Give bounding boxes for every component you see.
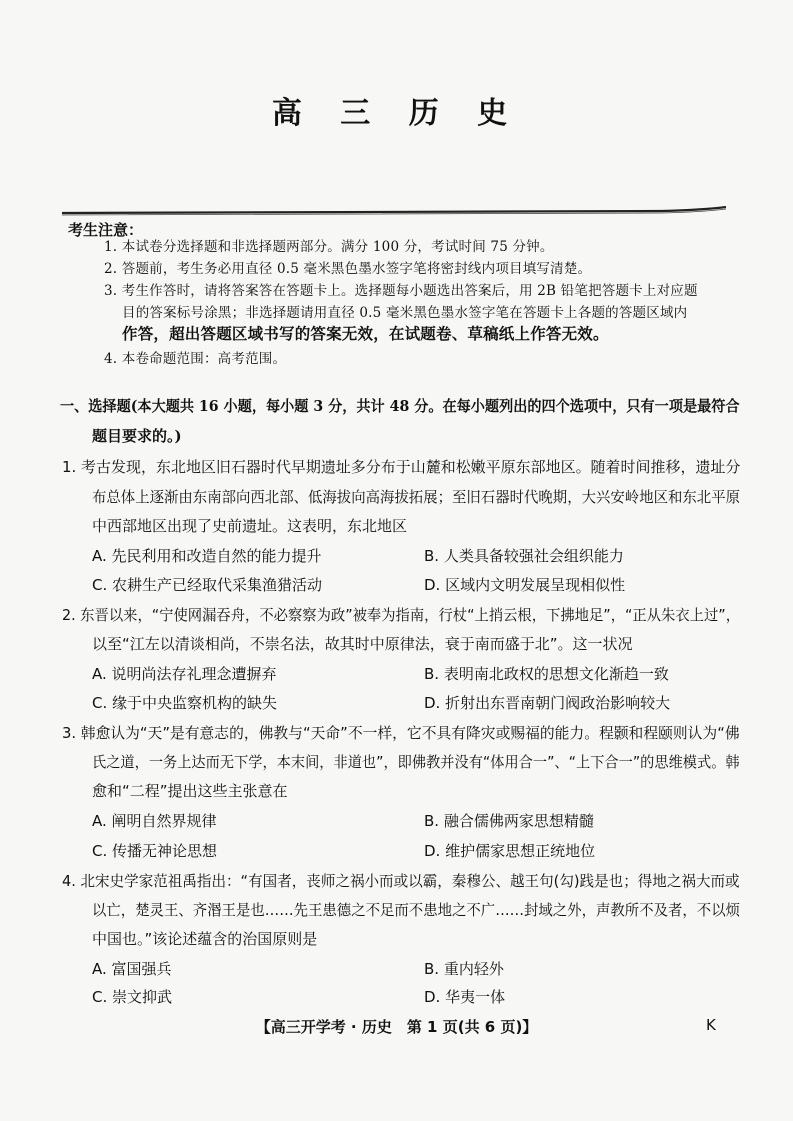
question-4-line-3: 中国也。”该论述蕴含的治国原则是 bbox=[92, 930, 318, 948]
notice-heading: 考生注意： bbox=[68, 221, 144, 239]
question-1-line-3: 中西部地区出现了史前遗址。这表明，东北地区 bbox=[92, 517, 408, 535]
question-2-option-d: D. 折射出东晋南朝门阀政治影响较大 bbox=[424, 694, 671, 712]
question-2-option-c: C. 缘于中央监察机构的缺失 bbox=[92, 694, 278, 712]
paper-code: K bbox=[706, 1016, 716, 1034]
page-footer: 【高三开学考 · 历史 第 1 页(共 6 页)】 bbox=[255, 1018, 538, 1036]
question-4-option-b: B. 重内轻外 bbox=[424, 960, 504, 978]
question-3-option-d: D. 维护儒家思想正统地位 bbox=[424, 842, 596, 860]
notice-line-3: 3. 考生作答时，请将答案答在答题卡上。选择题每小题选出答案后，用 2B 铅笔把答题卡上对应题 bbox=[104, 283, 698, 299]
question-2-line-2: 以至“江左以清谈相尚，不崇名法，故其时中原律法，衰于南而盛于北”。这一状况 bbox=[92, 635, 633, 653]
question-1-option-b: B. 人类具备较强社会组织能力 bbox=[424, 547, 624, 565]
question-2-option-b: B. 表明南北政权的思想文化渐趋一致 bbox=[424, 665, 669, 683]
question-4-line-2: 以亡，楚灵王、齐湣王是也……先王患德之不足而不患地之不广……封域之外，声教所不及者，不以烦 bbox=[92, 901, 741, 919]
question-2-line-1: 2. 东晋以来，“宁使网漏吞舟，不必察察为政”被奉为指南，行杖“上捎云根，下拂地足”，“正从朱衣上过”， bbox=[62, 606, 741, 624]
question-1-line-1: 1. 考古发现，东北地区旧石器时代早期遗址多分布于山麓和松嫩平原东部地区。随着时间推移，遗址分 bbox=[62, 458, 741, 476]
question-3-line-2: 氏之道，一务上达而无下学，本末间，非道也”，即佛教并没有“体用合一”、“上下合一”的思维模式。韩 bbox=[92, 753, 740, 771]
question-4-option-d: D. 华夷一体 bbox=[424, 988, 506, 1006]
question-1-option-c: C. 农耕生产已经取代采集渔猎活动 bbox=[92, 576, 323, 594]
notice-line-4: 4. 本卷命题范围：高考范围。 bbox=[104, 351, 287, 367]
question-2-option-a: A. 说明尚法存礼理念遭摒弃 bbox=[92, 665, 277, 683]
notice-line-3c: 作答，超出答题区域书写的答案无效，在试题卷、草稿纸上作答无效。 bbox=[122, 325, 609, 343]
question-1-option-d: D. 区域内文明发展呈现相似性 bbox=[424, 576, 626, 594]
notice-line-2: 2. 答题前，考生务必用直径 0.5 毫米黑色墨水签字笔将密封线内项目填写清楚。 bbox=[104, 261, 592, 277]
question-3-option-b: B. 融合儒佛两家思想精髓 bbox=[424, 812, 594, 830]
question-4-option-a: A. 富国强兵 bbox=[92, 960, 172, 978]
section-heading-cont: 题目要求的。) bbox=[92, 427, 182, 445]
notice-line-3b: 目的答案标号涂黑；非选择题请用直径 0.5 毫米黑色墨水签字笔在答题卡上各题的答题区域内 bbox=[122, 305, 688, 321]
question-4-line-1: 4. 北宋史学家范祖禹指出：“有国者，丧师之祸小而或以霸，秦穆公、越王句(勾)践是也；得地之祸大而或 bbox=[62, 872, 740, 890]
question-1-line-2: 布总体上逐渐由东南部向西北部、低海拔向高海拔拓展；至旧石器时代晚期，大兴安岭地区和东北平原 bbox=[92, 488, 741, 506]
question-3-line-3: 愈和“二程”提出这些主张意在 bbox=[92, 782, 288, 800]
question-3-line-1: 3. 韩愈认为“天”是有意志的，佛教与“天命”不一样，它不具有降灾或赐福的能力。程颢和程颐则认为“佛 bbox=[62, 724, 740, 742]
page-title: 高 三 历 史 bbox=[271, 96, 522, 131]
section-heading: 一、选择题(本大题共 16 小题，每小题 3 分，共计 48 分。在每小题列出的四个选项中，只有一项是最符合 bbox=[60, 397, 740, 415]
question-1-option-a: A. 先民利用和改造自然的能力提升 bbox=[92, 547, 322, 565]
question-4-option-c: C. 崇文抑武 bbox=[92, 988, 173, 1006]
notice-line-1: 1. 本试卷分选择题和非选择题两部分。满分 100 分，考试时间 75 分钟。 bbox=[104, 239, 554, 255]
header-rule bbox=[62, 206, 726, 216]
question-3-option-c: C. 传播无神论思想 bbox=[92, 842, 218, 860]
question-3-option-a: A. 阐明自然界规律 bbox=[92, 812, 217, 830]
